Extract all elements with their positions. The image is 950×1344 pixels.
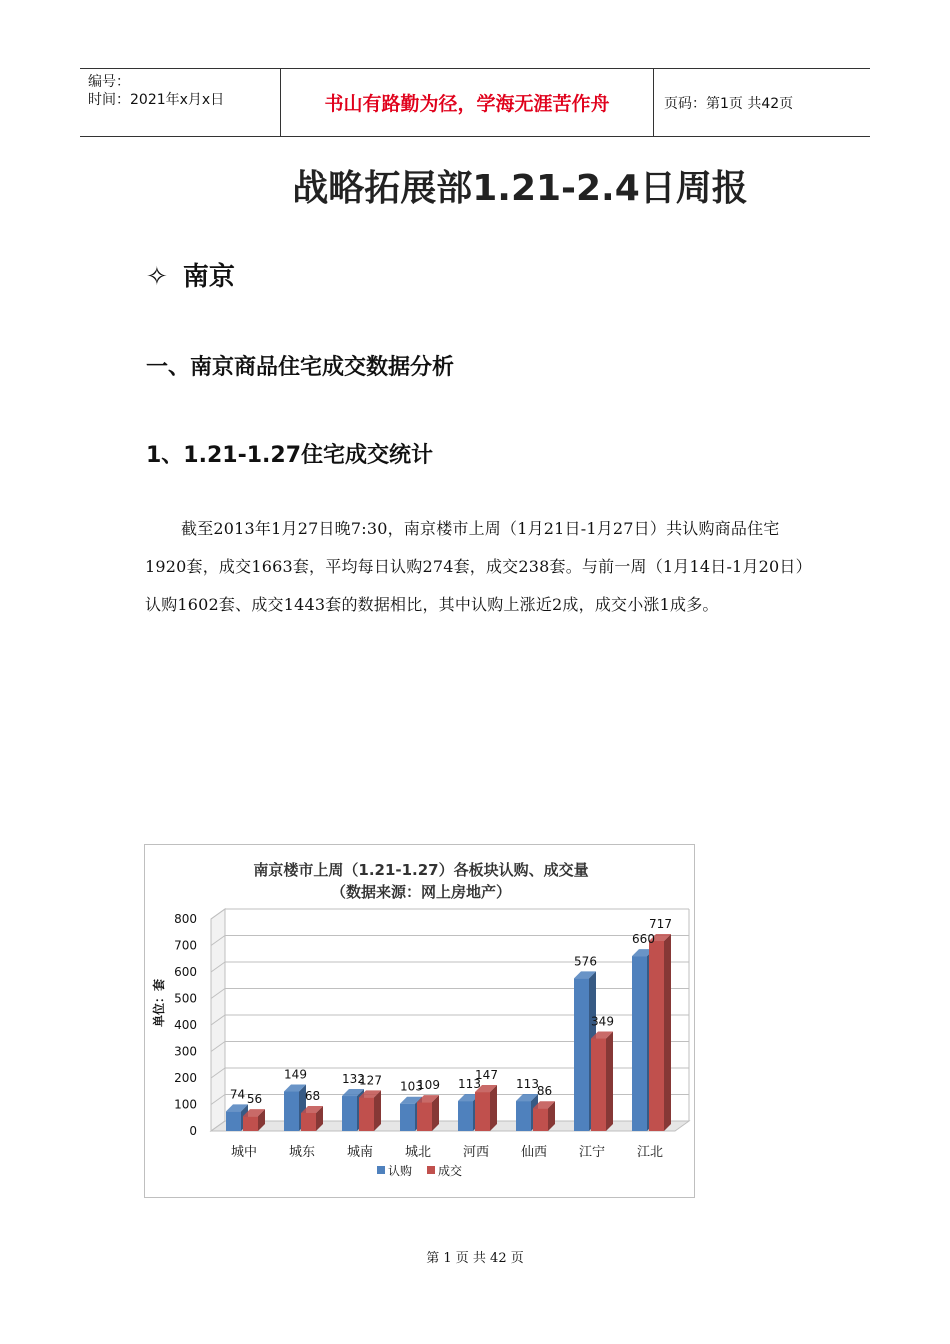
bar bbox=[417, 1102, 432, 1131]
bar bbox=[301, 1113, 316, 1131]
data-label: 109 bbox=[417, 1078, 440, 1093]
data-label: 86 bbox=[536, 1084, 553, 1099]
bar bbox=[516, 1101, 531, 1131]
bar bbox=[649, 941, 664, 1131]
city-name: 南京 bbox=[182, 262, 235, 292]
bar-chart bbox=[144, 844, 695, 1198]
bar bbox=[475, 1092, 490, 1131]
x-tick-label: 城东 bbox=[288, 1145, 316, 1160]
legend-swatch bbox=[377, 1166, 385, 1174]
legend-label: 认购 bbox=[388, 1164, 413, 1178]
bar-side bbox=[664, 934, 671, 1131]
y-tick-label: 800 bbox=[174, 912, 197, 926]
legend-label: 成交 bbox=[438, 1164, 463, 1178]
bar bbox=[284, 1092, 299, 1131]
bar bbox=[226, 1111, 241, 1131]
x-tick-label: 城中 bbox=[230, 1145, 258, 1160]
chart-grid bbox=[211, 909, 689, 1131]
data-label: 68 bbox=[304, 1088, 321, 1103]
subsection-title: 1、1.21-1.27住宅成交统计 bbox=[146, 443, 433, 468]
y-tick-label: 100 bbox=[174, 1097, 197, 1112]
x-tick-label: 仙西 bbox=[520, 1145, 548, 1160]
data-label: 660 bbox=[632, 932, 655, 947]
bar-side bbox=[606, 1032, 613, 1131]
x-tick-label: 城南 bbox=[346, 1145, 374, 1160]
bar bbox=[458, 1101, 473, 1131]
y-axis-label: 单位：套 bbox=[152, 978, 166, 1028]
x-tick-label: 江北 bbox=[636, 1145, 664, 1160]
y-tick-label: 500 bbox=[174, 991, 197, 1006]
y-tick-label: 700 bbox=[174, 938, 197, 953]
bar-side bbox=[374, 1090, 381, 1131]
data-label: 147 bbox=[475, 1068, 498, 1083]
y-tick-label: 200 bbox=[174, 1071, 197, 1085]
bar bbox=[342, 1096, 357, 1131]
header-page-info: 页码：第1页 共42页 bbox=[664, 95, 794, 112]
y-tick-label: 300 bbox=[174, 1044, 197, 1059]
chart-canvas bbox=[145, 845, 694, 1197]
data-label: 149 bbox=[284, 1067, 307, 1082]
data-label: 56 bbox=[246, 1092, 263, 1107]
y-tick-label: 600 bbox=[174, 965, 197, 979]
bar-side bbox=[490, 1085, 497, 1131]
page-footer: 第 1 页 共 42 页 bbox=[426, 1251, 524, 1266]
data-label: 127 bbox=[359, 1073, 382, 1088]
legend-swatch bbox=[427, 1166, 435, 1174]
x-tick-label: 江宁 bbox=[578, 1145, 606, 1160]
x-tick-label: 城北 bbox=[404, 1145, 432, 1160]
header-meta-cell bbox=[80, 69, 281, 136]
number-label: 编号： bbox=[88, 74, 130, 90]
page-header bbox=[80, 68, 870, 137]
chart-subtitle: （数据来源：网上房地产） bbox=[330, 883, 512, 901]
bar bbox=[591, 1039, 606, 1131]
diamond-star-icon: ✧ bbox=[146, 262, 168, 292]
data-label: 113 bbox=[458, 1077, 481, 1092]
bar bbox=[574, 978, 589, 1131]
chart-title: 南京楼市上周（1.21-1.27）各板块认购、成交量 bbox=[253, 861, 589, 879]
data-label: 103 bbox=[400, 1079, 423, 1094]
y-tick-label: 0 bbox=[189, 1124, 197, 1138]
data-label: 717 bbox=[649, 916, 672, 931]
data-label: 113 bbox=[516, 1077, 539, 1092]
city-heading bbox=[146, 256, 235, 293]
chart-bars bbox=[226, 934, 671, 1131]
data-label: 132 bbox=[342, 1072, 365, 1087]
y-tick-label: 400 bbox=[174, 1018, 197, 1032]
chart-legend bbox=[377, 1163, 462, 1178]
document-title: 战略拓展部1.21-2.4日周报 bbox=[292, 168, 748, 209]
bar bbox=[533, 1108, 548, 1131]
section-title: 一、南京商品住宅成交数据分析 bbox=[146, 355, 455, 380]
bar bbox=[243, 1116, 258, 1131]
header-motto: 书山有路勤为径，学海无涯苦作舟 bbox=[281, 69, 654, 136]
body-paragraph: 截至2013年1月27日晚7:30，南京楼市上周（1月21日-1月27日）共认购商品住宅1920套，成交1663套，平均每日认购274套，成交238套。与前一周（1月14日-1月20日）认购1602套、成交1443套的数据相比，其中认购上涨近2成，成交小涨1成多。 bbox=[145, 519, 804, 614]
bar bbox=[632, 956, 647, 1131]
data-label: 576 bbox=[574, 954, 597, 969]
x-tick-label: 河西 bbox=[462, 1145, 490, 1160]
data-label: 349 bbox=[591, 1014, 614, 1029]
bar bbox=[400, 1104, 415, 1131]
bar bbox=[359, 1097, 374, 1131]
chart-floor bbox=[211, 1121, 689, 1131]
time-label: 时间：2021年x月x日 bbox=[88, 92, 225, 108]
data-label: 74 bbox=[229, 1087, 246, 1102]
